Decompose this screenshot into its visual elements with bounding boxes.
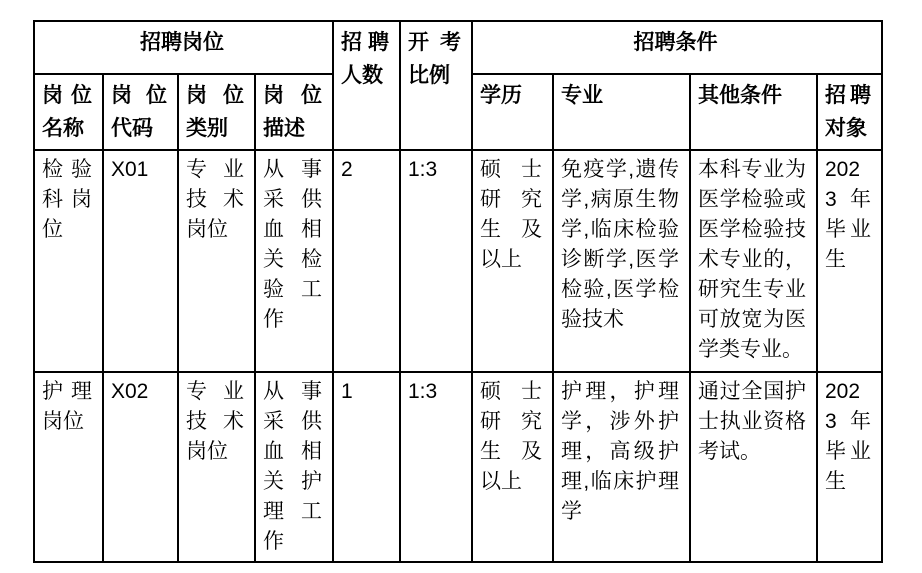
header-post-description: 岗位描述 (255, 74, 333, 150)
table-row (34, 372, 882, 562)
cell-post-name: 护理岗位 (34, 372, 103, 562)
recruitment-table (33, 20, 883, 563)
cell-major: 护理，护理学，涉外护理，高级护理,临床护理学 (553, 372, 690, 562)
table-header-group-row (34, 21, 882, 74)
header-post-code: 岗位代码 (103, 74, 178, 150)
cell-exam-ratio: 1:3 (400, 150, 472, 372)
header-recruit-target: 招聘对象 (817, 74, 882, 150)
cell-recruit-count: 1 (333, 372, 400, 562)
cell-post-name: 检验科岗位 (34, 150, 103, 372)
cell-other-conditions: 本科专业为医学检验或医学检验技术专业的，研究生专业可放宽为医学类专业。 (690, 150, 817, 372)
cell-post-code: X02 (103, 372, 178, 562)
table-row (34, 150, 882, 372)
header-major: 专业 (553, 74, 690, 150)
cell-recruit-target: 2023年毕业生 (817, 372, 882, 562)
cell-post-category: 专业技术岗位 (178, 372, 255, 562)
cell-post-description: 从事采供血相关护理工作 (255, 372, 333, 562)
header-recruit-conditions: 招聘条件 (472, 21, 882, 74)
cell-exam-ratio: 1:3 (400, 372, 472, 562)
cell-education: 硕士研究生及以上 (472, 372, 553, 562)
cell-education: 硕士研究生及以上 (472, 150, 553, 372)
cell-recruit-target: 2023年毕业生 (817, 150, 882, 372)
header-post-category: 岗位类别 (178, 74, 255, 150)
cell-other-conditions: 通过全国护士执业资格考试。 (690, 372, 817, 562)
header-education: 学历 (472, 74, 553, 150)
header-post-name: 岗位名称 (34, 74, 103, 150)
header-exam-ratio: 开考比例 (400, 21, 472, 150)
cell-post-category: 专业技术岗位 (178, 150, 255, 372)
header-recruit-position: 招聘岗位 (34, 21, 333, 74)
cell-major: 免疫学,遗传学,病原生物学,临床检验诊断学,医学检验,医学检验技术 (553, 150, 690, 372)
header-other-conditions: 其他条件 (690, 74, 817, 150)
cell-post-description: 从事采供血相关检验工作 (255, 150, 333, 372)
cell-post-code: X01 (103, 150, 178, 372)
header-recruit-count: 招聘人数 (333, 21, 400, 150)
cell-recruit-count: 2 (333, 150, 400, 372)
